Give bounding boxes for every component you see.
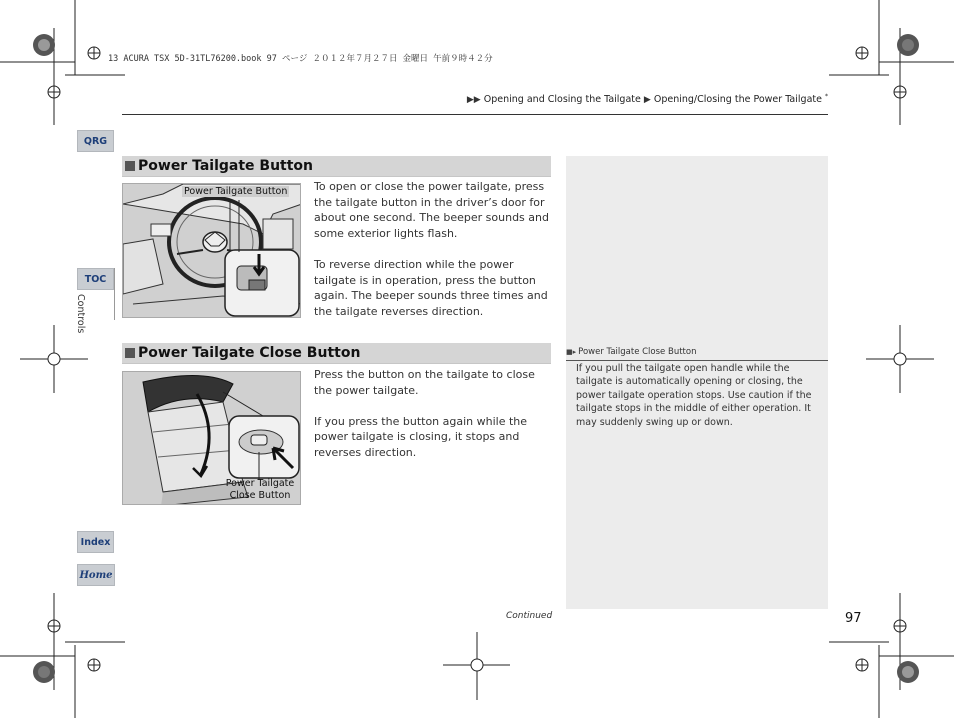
- qrg-button[interactable]: QRG: [77, 130, 114, 152]
- section-heading-power-tailgate-close-button: [122, 343, 551, 364]
- sidebar-note-text: If you pull the tailgate open handle while the tailgate is automatically opening or closing, the power tailgate operation stops. Use caution if the tailgate stops in the middle of either operation. It may suddenly swing up or down.: [576, 363, 812, 428]
- asterisk-mark: *: [825, 93, 828, 100]
- section2-paragraph-1: Press the button on the tailgate to close the power tailgate.: [314, 368, 535, 397]
- arrow-icon: ▶: [643, 95, 651, 106]
- section2-paragraph-2: If you press the button again while the power tailgate is closing, it stops and reverses direction.: [314, 414, 528, 459]
- toc-button[interactable]: TOC: [77, 268, 114, 290]
- section-marker-icon: [125, 348, 135, 358]
- callout-power-tailgate-close-button: [222, 478, 298, 502]
- steering-wheel-illustration: [123, 184, 301, 318]
- breadcrumb-item-opening-closing-tailgate[interactable]: Opening and Closing the Tailgate: [483, 94, 641, 106]
- section1-paragraph-1: To open or close the power tailgate, press the tailgate button in the driver’s door for about one second. The beeper sounds and some exterior lights flash.: [314, 180, 549, 240]
- page-number: 97: [845, 611, 862, 626]
- sidebar-note-heading: [566, 344, 828, 361]
- reference-mark-icon: ■▸: [566, 348, 577, 356]
- section-title: Power Tailgate Button: [138, 158, 314, 174]
- home-button[interactable]: Home: [77, 564, 115, 586]
- index-button[interactable]: Index: [77, 531, 114, 553]
- section-heading-power-tailgate-button: [122, 156, 551, 177]
- callout-line-2: Close Button: [229, 490, 291, 501]
- sidebar-note-title: Power Tailgate Close Button: [578, 347, 697, 357]
- continued-label: Continued: [506, 611, 553, 621]
- double-arrow-icon: ▶▶: [466, 95, 481, 106]
- header-rule: [122, 114, 828, 115]
- callout-power-tailgate-button: Power Tailgate Button: [184, 186, 288, 197]
- section-marker-icon: [125, 161, 135, 171]
- section1-text: [314, 179, 552, 335]
- chapter-bar: [114, 268, 115, 320]
- section1-paragraph-2: To reverse direction while the power tailgate is in operation, press the button again. The beeper sounds three times and the tailgate reverses direction.: [314, 257, 548, 318]
- breadcrumb: [467, 93, 828, 105]
- callout-line-1: Power Tailgate: [225, 478, 295, 489]
- section2-text: [314, 367, 552, 476]
- print-header: 13 ACURA TSX 5D-31TL76200.book 97 ページ ２０１２年７月２７日 金曜日 午前９時４２分: [108, 54, 493, 64]
- section-title: Power Tailgate Close Button: [138, 345, 361, 361]
- chapter-label: Controls: [75, 294, 86, 334]
- figure-driver-door-button: [122, 183, 301, 318]
- breadcrumb-item-power-tailgate[interactable]: Opening/Closing the Power Tailgate: [653, 94, 822, 106]
